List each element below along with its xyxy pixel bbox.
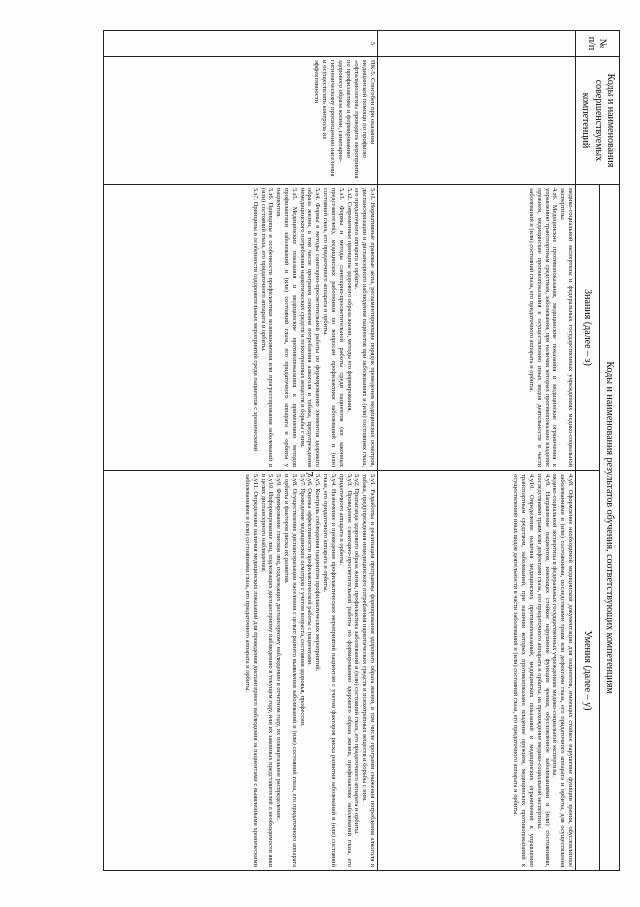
row1-code <box>378 57 576 185</box>
row2-number: 5 <box>104 31 378 57</box>
knowledge-item: 5.з7. Принципы и особенности оздоровительных мероприятий среди пациентов с хроническими <box>251 188 259 452</box>
header-knowledge: Знания (далее – з) <box>576 185 600 471</box>
header-skills: Умения (далее – у) <box>576 471 600 871</box>
rotated-table-wrapper <box>103 30 620 870</box>
row2-competency-code: ПК-5. Способен при оказании медицинской помощи по профилю «офтальмология» проводить мероприятия по профилактике и формированию здорового образа жизни, санитарно-гигиеническому просвещению населения и осуществлять контроль их эффективности <box>104 57 378 185</box>
skill-item: 4.у10. Определение наличия медицинских противопоказаний, медицинских показаний и медицинских ограничений к управлению транспортным средством, заболеваний, при наличии которых противопоказано владение оружием, медицинских противопоказаний к осуществлению иных видов деятельности в части заболеваний и (или) состояний глаза, его придаточного аппарата и орбиты. <box>512 474 535 868</box>
skill-item: 5.у2. Пропаганда здорового образа жизни, профилактика заболеваний и (или) состояний глаза, его придаточного аппарата и орбиты. <box>353 474 361 835</box>
row2-skills <box>104 471 378 871</box>
skill-item: 5.у7. Проведение медицинских осмотров с учетом возраста, состояния здоровья, профессии. <box>298 474 306 727</box>
page-number: 7 <box>302 471 315 477</box>
skill-item: 5.у3. Проведение санитарно-просветительной работы по формированию здорового образа жизни, профилактике заболеваний глаза, его придаточного аппарата и орбиты. <box>337 474 353 868</box>
knowledge-item: 5.з1. Нормативные правовые акты, регламентирующие порядок проведения медицинских осмотров, диспансеризации и диспансерного наблюдения пациентов при заболеваниях и (или) состояниях глаза, его придаточного аппарата и орбиты. <box>353 188 376 467</box>
knowledge-item: 5.з3. Формы и методы санитарно-просветительной работы среди пациентов (их законных представителей), медицинских работников по вопросам профилактики заболеваний и (или) состояний глаза, его придаточного аппарата и орбиты. <box>322 188 345 467</box>
header-competency-codes: Коды и наименования совершенствуемых компетенций <box>576 57 620 185</box>
skill-item: 5.у10. Информирование лиц, подлежащих диспансерному наблюдению в текущем году, или их законных представителей о необходимости явки в целях диспансерного наблюдения. <box>259 474 275 868</box>
row1-number <box>378 31 576 57</box>
skill-item: 4.у8. Оформление необходимой медицинской документации для пациентов, имеющих стойкое нарушение функции зрения, обусловленное заболеваниями и (или) состояниями, последствиями травм или дефектами глаза, его придаточного аппарата и орбиты, для осуществления медико-социальной экспертизы в федеральных государственных учреждениях медико-социальной экспертизы. <box>551 474 574 868</box>
knowledge-item: 5.з2. Современные принципы здорового образа жизни, методы его формирования. <box>345 188 353 413</box>
skill-item: 5.у5. Контроль соблюдения пациентом профилактических мероприятий. <box>314 474 322 672</box>
skill-item: 5.у4. Назначение и проведение профилактических мероприятий пациентам с учетом факторов риска развития заболеваний и (или) состояний глаза, его придаточного аппарата и орбиты. <box>322 474 337 868</box>
skill-item: 5.у9. Формирование списков лиц, подлежащих диспансерному наблюдению в отчетном году, их поквартальное распределение. <box>275 474 283 821</box>
header-number: № п/п <box>576 31 620 57</box>
row2-knowledge <box>104 185 378 471</box>
skill-item: 4.у9. Направление пациентов, имеющих стойкое нарушение функции зрения, обусловленное заболеваниями и (или) состояниями, последствиями травм или дефектами глаза, его придаточного аппарата и орбиты, на прохождение медико-социальной экспертизы. <box>535 474 551 868</box>
knowledge-item: 5.з4. Формы и методы санитарно-просветительной работы по формированию элементов здорового образа жизни, в том числе программ снижения потребления алкоголя и табака, предупреждения немедицинского потребления наркотических средств и психотропных веществ и борьбы с ним. <box>298 188 322 467</box>
knowledge-item: 4.з6. Медицинские противопоказания, медицинские показания и медицинские ограничения к управлению транспортным средством, заболевания, при наличии которых противопоказано владение оружием, медицинские противопоказания к осуществлению иных видов деятельности в части заболеваний и (или) состояний глаза, его придаточного аппарата и орбиты. <box>527 188 559 467</box>
skill-item: 5.у1. Разработка и реализация программы формирования здорового образа жизни, в том числе программ снижения потребления алкоголя и табака, предупреждения немедицинского потребления наркотических средств и психотропных веществ и борьбы с ним. <box>361 474 376 868</box>
skill-item: 5.у8. Осуществление диспансеризации населения с целью раннего выявления заболеваний и (или) состояний глаза, его придаточного аппарата и орбиты и факторов риска их развития. <box>283 474 298 868</box>
header-learning-results: Коды и наименования результатов обучения, соответствующих компетенциям <box>600 185 620 871</box>
skill-item: 5.у11. Определение наличия медицинских показаний для проведения диспансерного наблюдения за пациентами с выявленными хроническими заболеваниями и (или) состояниями глаза, его придаточного аппарата и орбиты. <box>244 474 259 868</box>
table-row <box>378 31 576 871</box>
knowledge-item: 5.з5. Медицинские показания и медицинские противопоказания к применению методов профилактики заболеваний и (или) состояний глаза, его придаточного аппарата и орбиты у пациентов. <box>275 188 298 467</box>
table-row <box>104 31 378 871</box>
knowledge-item: 5.з6. Принципы и особенности профилактики возникновения или прогрессирования заболеваний и (или) состояний глаза, его придаточного аппарата и орбиты. <box>259 188 275 467</box>
row1-skills <box>378 471 576 871</box>
competencies-table <box>103 30 620 871</box>
row1-knowledge <box>378 185 576 471</box>
knowledge-item: медико-социальной экспертизы и федеральных государственных учреждениях медико-социальной экспертизы. <box>559 188 574 467</box>
skill-item: 5.у6. Оценка эффективности профилактической работы с пациентами. <box>306 474 314 666</box>
